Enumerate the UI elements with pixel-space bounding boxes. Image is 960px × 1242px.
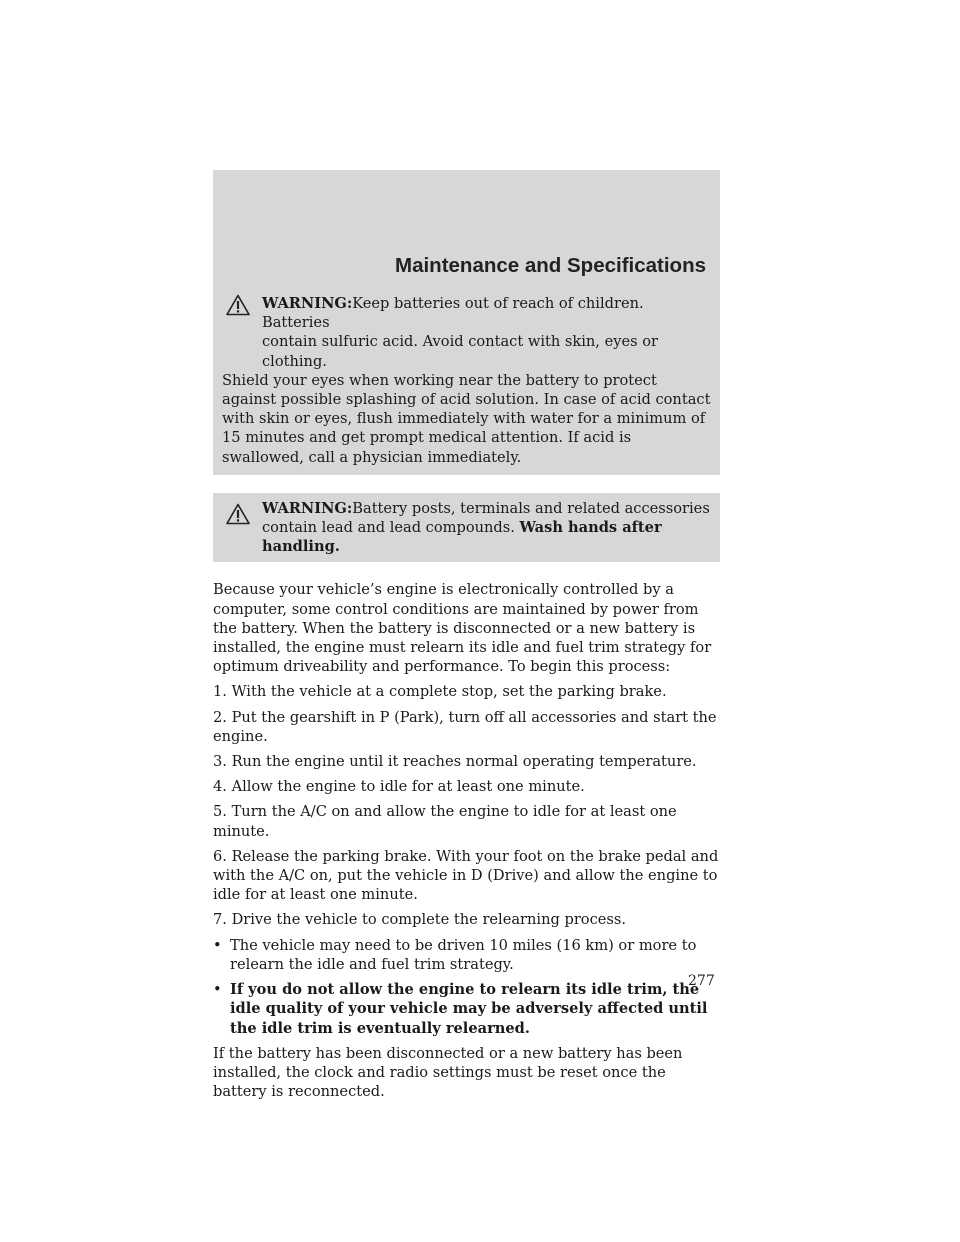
- warning-label: WARNING:: [262, 499, 353, 517]
- warning-second-line: [222, 518, 712, 556]
- warning-second-line: contain sulfuric acid. Avoid contact with skin, eyes or clothing.: [262, 333, 658, 370]
- list-item: [213, 936, 720, 974]
- step-6: 6. Release the parking brake. With your foot on the brake pedal and with the A/C on, put the vehicle in D (Drive) and allow the engine to idle for at least one minute.: [213, 847, 719, 904]
- warning-first-line: [222, 294, 712, 332]
- list-item: [213, 980, 720, 1038]
- step-1: 1. With the vehicle at a complete stop, set the parking brake.: [213, 683, 667, 701]
- warning-triangle-icon: [226, 294, 250, 316]
- step-4: 4. Allow the engine to idle for at least one minute.: [213, 778, 585, 796]
- page-content: [213, 286, 720, 1101]
- closing-paragraph: If the battery has been disconnected or a new battery has been installed, the clock and radio settings must be reset once the battery is reconnected.: [213, 1044, 683, 1101]
- warning-label: WARNING:: [262, 295, 353, 312]
- step-3: 3. Run the engine until it reaches normal operating temperature.: [213, 753, 697, 771]
- warning-triangle-icon: [226, 503, 250, 525]
- warning-box-lead: [213, 493, 720, 563]
- bullet-text: The vehicle may need to be driven 10 miles (16 km) or more to relearn the idle and fuel trim strategy.: [230, 936, 697, 973]
- bullet-icon: •: [213, 936, 222, 954]
- step-7: 7. Drive the vehicle to complete the relearning process.: [213, 911, 627, 929]
- warning-text: Keep batteries out of reach of children. Batteries: [262, 295, 644, 332]
- step-2: 2. Put the gearshift in P (Park), turn off all accessories and start the engine.: [213, 708, 717, 745]
- warning-body: Shield your eyes when working near the battery to protect against possible splashing of acid solution. In case of acid contact with skin or eyes, flush immediately with water for a minimum of 15 minutes and get prompt medical attention. If acid is swallowed, call a physician immediately.: [222, 371, 711, 466]
- bullet-text: If you do not allow the engine to relearn its idle trim, the idle quality of your vehicle may be adversely affected until the idle trim is eventually relearned.: [230, 981, 708, 1037]
- intro-paragraph: Because your vehicle’s engine is electronically controlled by a computer, some control conditions are maintained by power from the battery. When the battery is disconnected or a new battery is installed, the engine must relearn its idle and fuel trim strategy for optimum driveability and performance. To begin this process:: [213, 581, 712, 676]
- step-5: 5. Turn the A/C on and allow the engine to idle for at least one minute.: [213, 803, 677, 840]
- warning-emphasis: Wash hands after handling.: [262, 519, 662, 556]
- section-header: [213, 170, 720, 286]
- page-number: 277: [688, 973, 715, 989]
- warning-box-battery-acid: [213, 286, 720, 475]
- warning-text: Battery posts, terminals and related accessories: [352, 499, 710, 517]
- section-title: Maintenance and Specifications: [395, 254, 706, 277]
- warning-first-line: [222, 499, 712, 518]
- bullet-icon: •: [213, 981, 222, 999]
- warning-text: contain lead and lead compounds.: [262, 519, 515, 537]
